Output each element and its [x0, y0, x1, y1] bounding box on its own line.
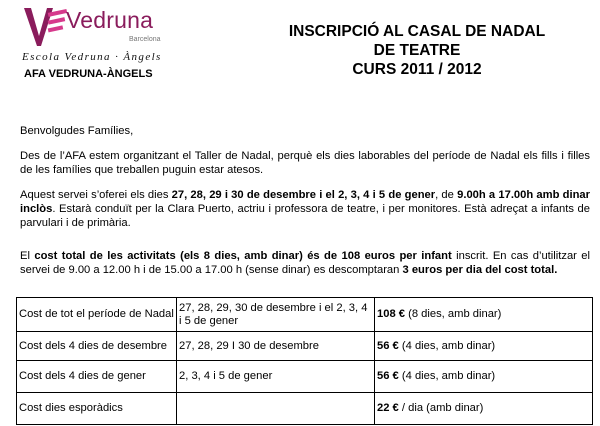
- table-cell-days: 2, 3, 4 i 5 de gener: [177, 361, 375, 393]
- table-cell-label: Cost dies esporàdics: [17, 393, 177, 425]
- schedule-dates: 27, 28, 29 i 30 de desembre i el 2, 3, 4 i 5 de gener: [171, 189, 436, 201]
- table-cell-days: [177, 393, 375, 425]
- table-cell-price: [375, 298, 593, 332]
- table-row: [17, 332, 593, 361]
- intro-paragraph: Des de l’AFA estem organitzant el Taller de Nadal, perquè els dies laborables del període de Nadal els fills i filles de les famílies que treballen puguin estar atesos.: [20, 150, 590, 176]
- document-title: [222, 22, 600, 79]
- schedule-text-3: . Estarà conduït per la Clara Puerto, actriu i professora de teatre, i per monitores. Està adreçat a infants de parvulari i de primària.: [20, 203, 590, 229]
- title-line-3: CURS 2011 / 2012: [352, 61, 482, 78]
- table-cell-days: 27, 28, 29 I 30 de desembre: [177, 332, 375, 361]
- cost-paragraph: [20, 249, 590, 277]
- table-row: [17, 393, 593, 425]
- brand-city: Barcelona: [129, 36, 161, 43]
- schedule-text-1: Aquest servei s’oferei els dies: [20, 189, 172, 201]
- table-cell-label: Cost dels 4 dies de desembre: [17, 332, 177, 361]
- schedule-text-2: , de: [435, 189, 458, 201]
- price-note: / dia (amb dinar): [398, 402, 484, 414]
- school-name: Escola Vedruna · Àngels: [22, 51, 162, 63]
- table-cell-label: Cost dels 4 dies de gener: [17, 361, 177, 393]
- schedule-paragraph: [20, 188, 590, 230]
- price-value: 108 €: [377, 308, 405, 320]
- title-line-2: DE TEATRE: [373, 42, 461, 59]
- price-value: 56 €: [377, 370, 399, 382]
- table-row: [17, 361, 593, 393]
- cost-text-1: El: [20, 250, 35, 262]
- table-cell-price: [375, 393, 593, 425]
- cost-discount: 3 euros per dia del cost total.: [402, 264, 558, 276]
- fee-table: [16, 297, 593, 425]
- vedruna-logo-icon: [22, 6, 68, 50]
- table-cell-label: Cost de tot el període de Nadal: [17, 298, 177, 332]
- table-row: [17, 298, 593, 332]
- table-cell-price: [375, 361, 593, 393]
- greeting: Benvolgudes Famílies,: [20, 125, 134, 137]
- title-line-1: INSCRIPCIÓ AL CASAL DE NADAL: [288, 23, 546, 40]
- price-note: (8 dies, amb dinar): [405, 308, 502, 320]
- schedule-hours: 9.00h a 17.00h amb dinar inclòs: [20, 189, 590, 215]
- cost-total: cost total de les activitats (els 8 dies, amb dinar) és de 108 euros per infant: [34, 250, 452, 262]
- price-note: (4 dies, amb dinar): [398, 370, 496, 382]
- table-cell-days: 27, 28, 29, 30 de desembre i el 2, 3, 4 i 5 de gener: [177, 298, 375, 332]
- table-cell-price: [375, 332, 593, 361]
- afa-name: AFA VEDRUNA-ÀNGELS: [24, 68, 153, 80]
- cost-text-2: inscrit. En cas d’utilitzar el servei de 9.00 a 12.00 h i de 15.00 a 17.00 h (sense dinar) es descomptaran: [20, 250, 591, 276]
- price-value: 22 €: [377, 402, 399, 414]
- price-note: (4 dies, amb dinar): [398, 339, 496, 352]
- brand-name: Vedruna: [66, 7, 154, 33]
- price-value: 56 €: [377, 339, 399, 352]
